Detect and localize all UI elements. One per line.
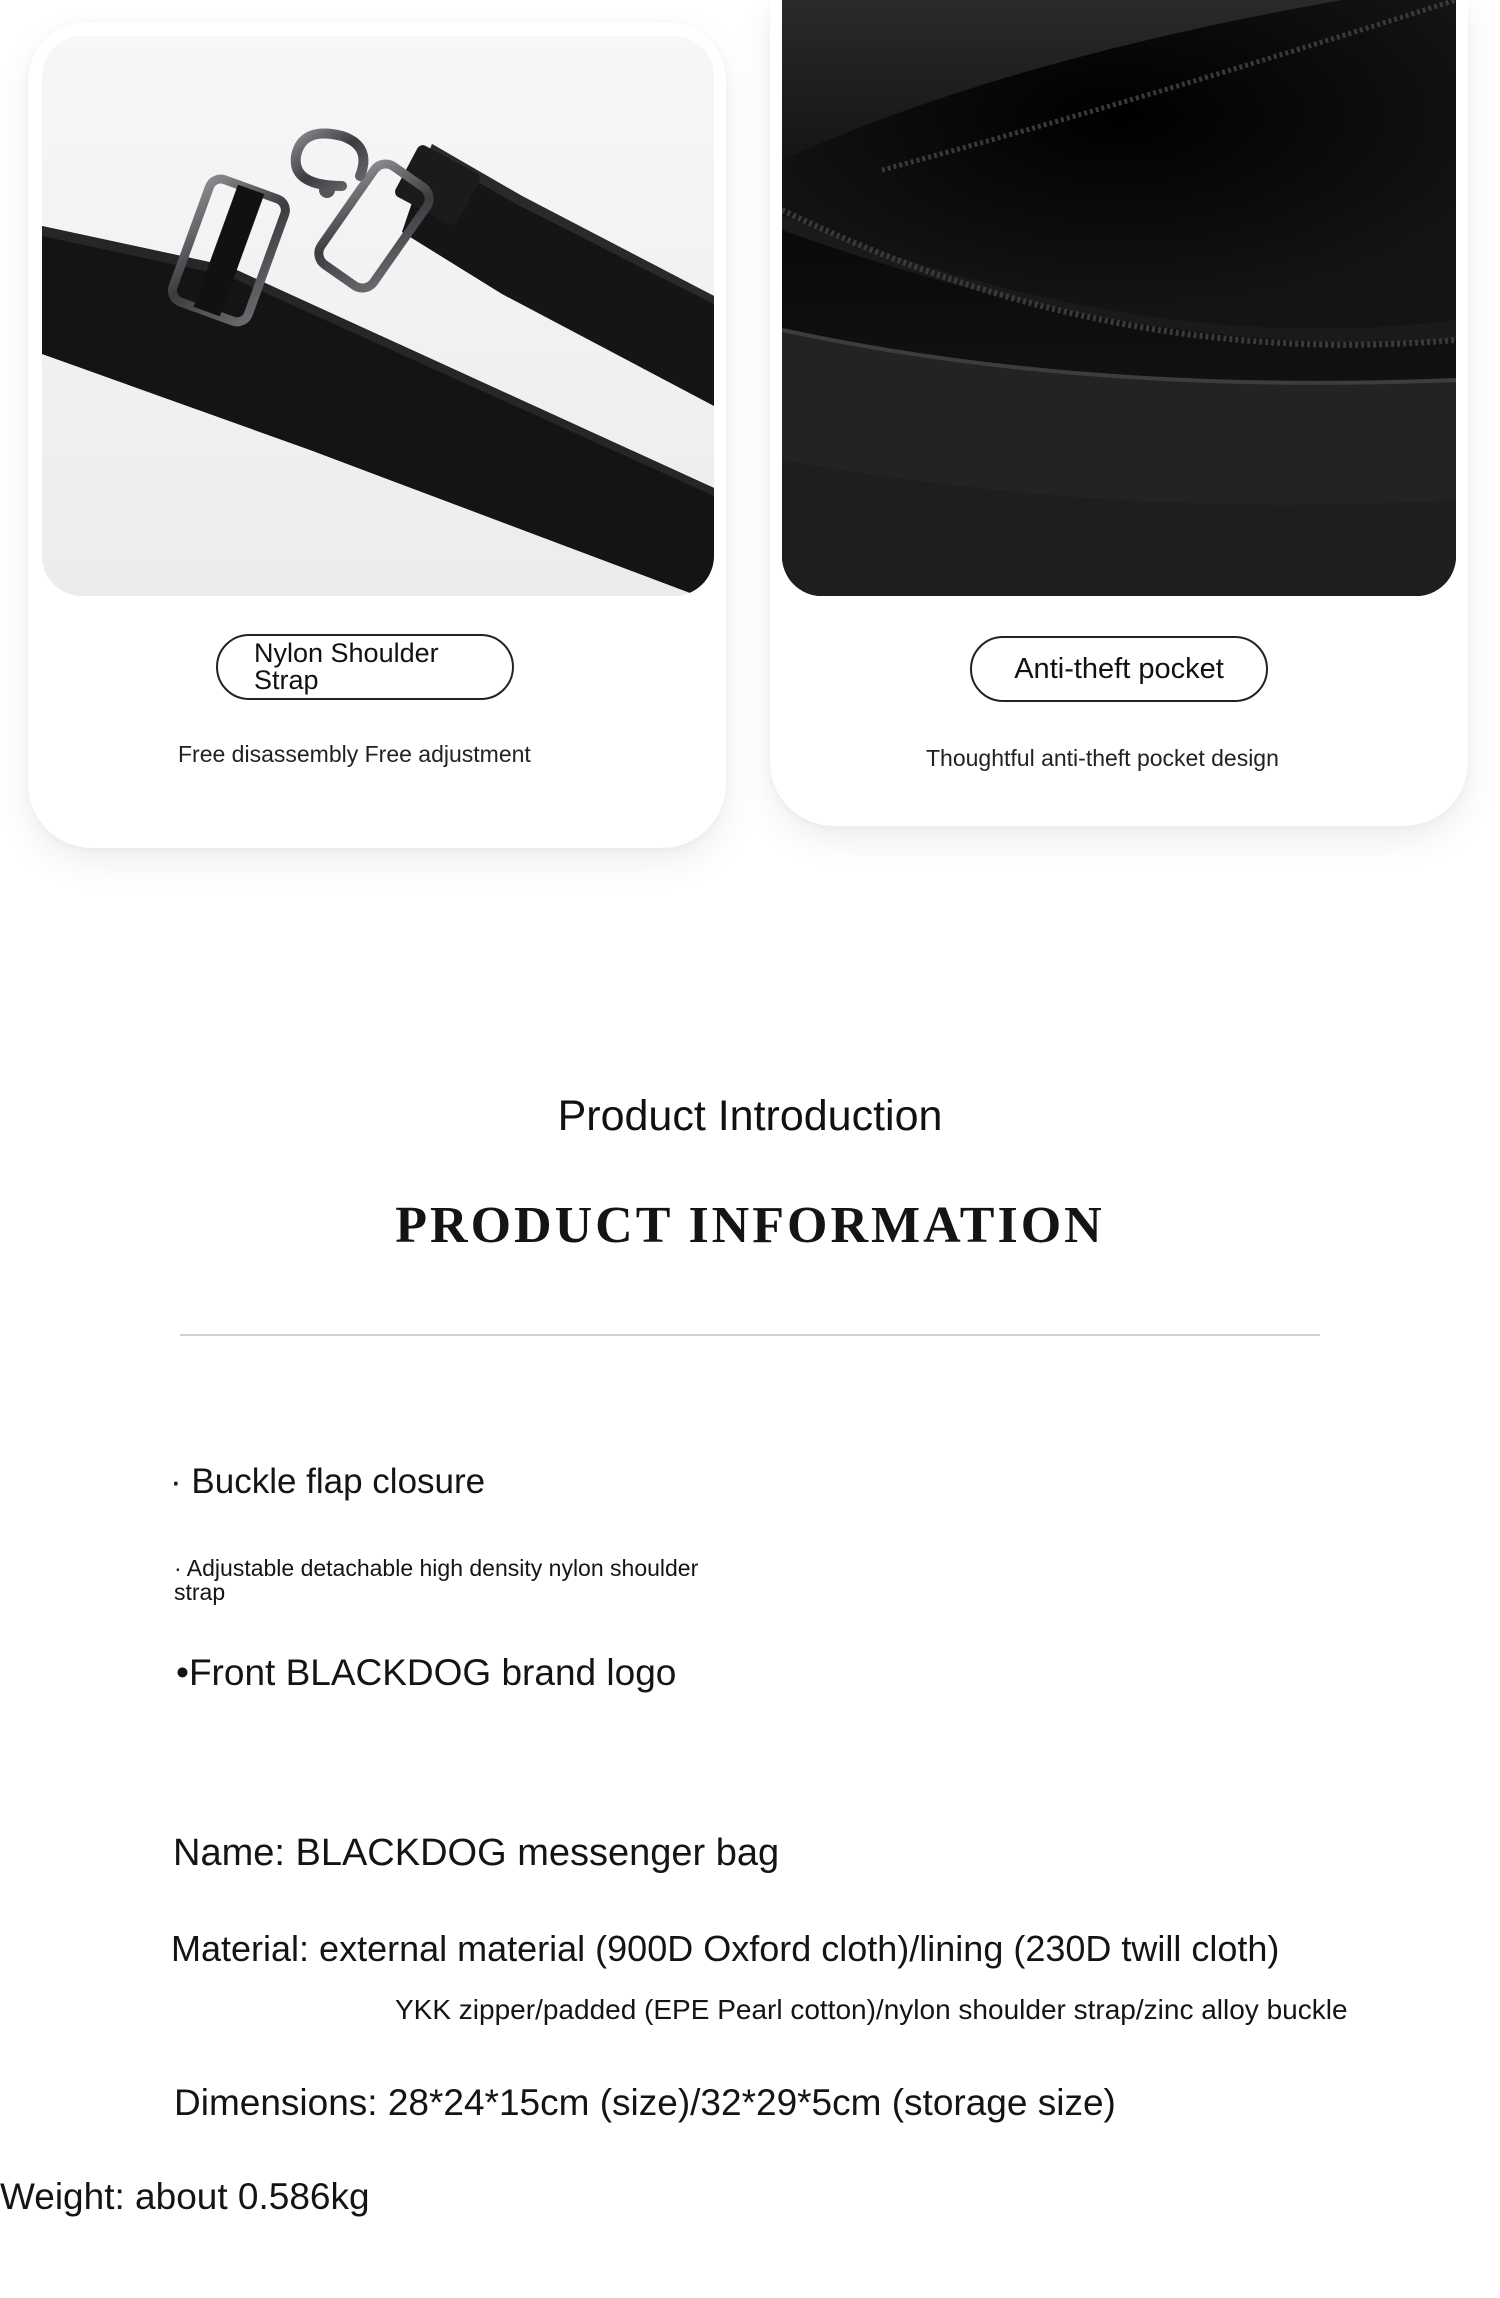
- feature-item: · Adjustable detachable high density nylon shoulder strap: [174, 1555, 699, 1605]
- tag-pill-strap: [216, 634, 514, 700]
- tag-label: Nylon Shoulder Strap: [254, 638, 439, 695]
- feature-card-pocket: [770, 0, 1468, 826]
- spec-dimensions: Dimensions: 28*24*15cm (size)/32*29*5cm (storage size): [174, 2082, 1116, 2123]
- strap-illustration: [42, 36, 714, 596]
- feature-item: •Front BLACKDOG brand logo: [176, 1652, 677, 1693]
- pocket-illustration: [782, 0, 1456, 596]
- card-caption: Thoughtful anti-theft pocket design: [926, 745, 1279, 771]
- divider: [180, 1334, 1320, 1336]
- spec-weight: Weight: about 0.586kg: [0, 2176, 370, 2217]
- section-subtitle: PRODUCT INFORMATION: [395, 1197, 1105, 1254]
- spec-name: Name: BLACKDOG messenger bag: [173, 1832, 780, 1874]
- pocket-interior-photo: [782, 0, 1456, 596]
- spec-material-continued: YKK zipper/padded (EPE Pearl cotton)/nylon shoulder strap/zinc alloy buckle: [395, 1994, 1348, 2025]
- spec-material: Material: external material (900D Oxford cloth)/lining (230D twill cloth): [171, 1928, 1280, 1969]
- shoulder-strap-photo: [42, 36, 714, 596]
- section-title: Product Introduction: [557, 1092, 943, 1140]
- feature-item: · Buckle flap closure: [170, 1462, 486, 1501]
- tag-pill-pocket: [970, 636, 1268, 702]
- feature-card-strap: [28, 22, 726, 848]
- tag-label: Anti-theft pocket: [1014, 652, 1224, 685]
- card-caption: Free disassembly Free adjustment: [178, 741, 531, 767]
